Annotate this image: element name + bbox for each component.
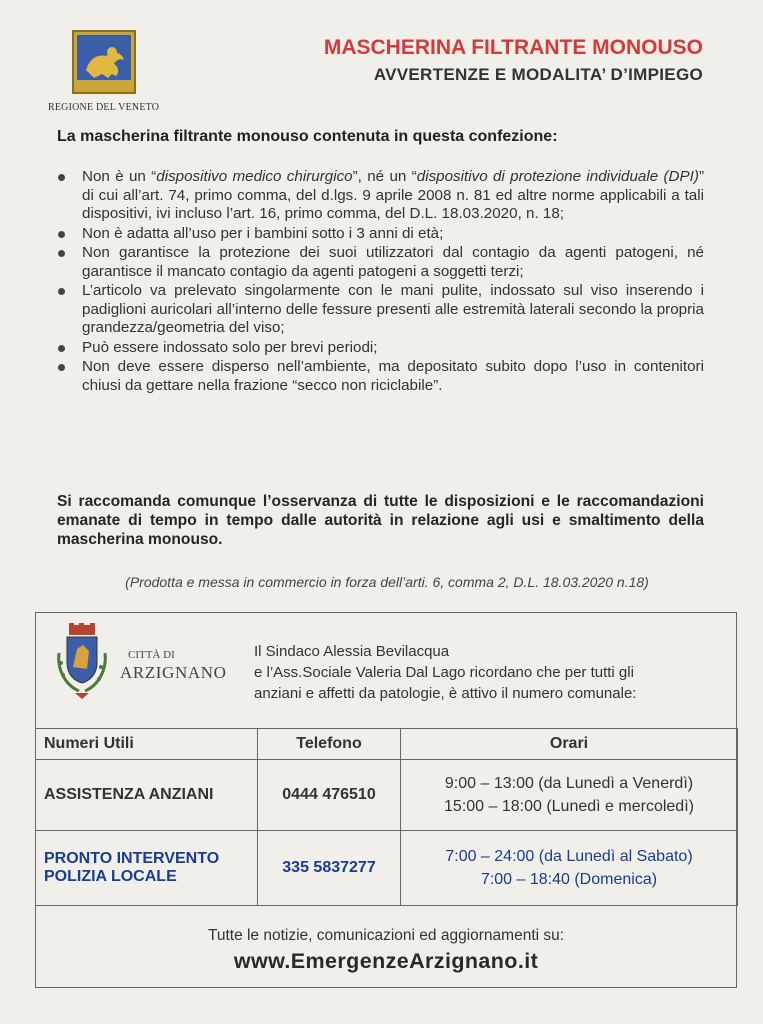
opening-hours: 9:00 – 13:00 (da Lunedì a Venerdì) 15:00 – 18:00 (Lunedì e mercoledì) (401, 760, 738, 831)
footer-text: Tutte le notizie, comunicazioni ed aggiornamenti su: (207, 927, 565, 944)
table-header: Numeri Utili (36, 729, 258, 760)
legal-note: (Prodotta e messa in commercio in forza dell’arti. 6, comma 2, D.L. 18.03.2020 n.18) (125, 574, 649, 590)
useful-numbers-table (35, 728, 738, 906)
phone-number[interactable]: 0444 476510 (258, 760, 401, 831)
list-item: L’articolo va prelevato singolarmente con le mani pulite, indossato sul viso inserendo i padiglioni auricolari all’interno delle fessure presenti alle estremità laterali secondo la propria grandezza/geometria del viso; (56, 282, 704, 338)
intro-line: e l’Ass.Sociale Valeria Dal Lago ricordano che per tutti gli (254, 664, 634, 681)
list-item: Non è adatta all’uso per i bambini sotto i 3 anni di età; (56, 225, 704, 244)
warnings-list (56, 168, 704, 396)
regione-veneto-lion-icon (72, 30, 136, 94)
table-header: Telefono (258, 729, 401, 760)
website-link[interactable]: www.EmergenzeArzignano.it (233, 949, 539, 973)
table-row (36, 831, 738, 906)
logo-text: REGIONE DEL VENETO (48, 102, 160, 113)
table-header: Orari (401, 729, 738, 760)
intro-text: La mascherina filtrante monouso contenuta in questa confezione: (57, 128, 558, 145)
page-subtitle: AVVERTENZE E MODALITA’ D’IMPIEGO (373, 65, 703, 84)
city-name: ARZIGNANO (120, 663, 227, 682)
list-item: Non deve essere disperso nell’ambiente, ma depositato subito dopo l’uso in contenitori chiusi da gettare nella frazione “secco non riciclabile”. (56, 358, 704, 395)
table-row (36, 760, 738, 831)
list-item: Non è un “dispositivo medico chirurgico”, né un “dispositivo di protezione individuale (DPI)” di cui all’art. 74, primo comma, del d.lgs. 9 aprile 2008 n. 81 ed altre norme applicabili a tali dispositivi, ivi incluso l’art. 16, primo comma, del D.L. 18.03.2020, n. 18; (56, 168, 704, 224)
city-prefix: CITTÀ DI (128, 649, 175, 661)
list-item: Può essere indossato solo per brevi periodi; (56, 339, 704, 358)
intro-line: anziani e affetti da patologie, è attivo il numero comunale: (254, 685, 637, 702)
opening-hours: 7:00 – 24:00 (da Lunedì al Sabato) 7:00 – 18:40 (Domenica) (401, 831, 738, 906)
municipal-box (35, 612, 737, 988)
service-name: ASSISTENZA ANZIANI (36, 760, 258, 831)
list-item: Non garantisce la protezione dei suoi utilizzatori dal contagio da agenti patogeni, né garantisce il mancato contagio da agenti patogeni a soggetti terzi; (56, 244, 704, 281)
intro-line: Il Sindaco Alessia Bevilacqua (254, 643, 450, 660)
arzignano-coat-of-arms-icon (53, 623, 111, 703)
municipal-intro (254, 641, 729, 704)
service-name: PRONTO INTERVENTO POLIZIA LOCALE (36, 831, 258, 906)
recommendation-text: Si raccomanda comunque l’osservanza di tutte le disposizioni e le raccomandazioni emanate di tempo in tempo dalle autorità in relazione agli usi e smaltimento della mascherina monouso. (57, 493, 704, 548)
phone-number[interactable]: 335 5837277 (258, 831, 401, 906)
page-title: MASCHERINA FILTRANTE MONOUSO (323, 36, 703, 59)
